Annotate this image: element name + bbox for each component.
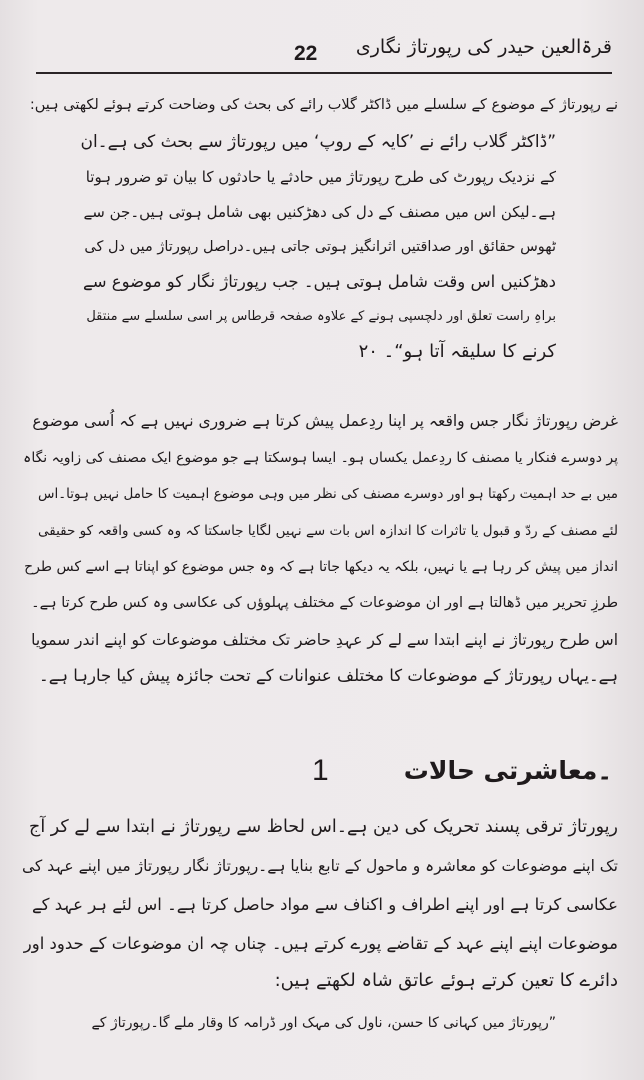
body-line: پر دوسرے فنکار یا مصنف کا ردِعمل یکساں ہو۔ ایسا ہوسکتا ہے جو موضوع ایک مصنف کی زاویہ نگاہ	[23, 450, 618, 466]
quote-line: ٹھوس حقائق اور صداقتیں اثرانگیز ہوتی جاتی ہیں۔دراصل رپورتاژ میں دل کی	[84, 239, 556, 255]
body-line: لئے مصنف کے ردّ و قبول یا تاثرات کا اندازہ اس بات سے نہیں لگایا جاسکتا کہ وہ کسی واقعہ کو حقیقی	[38, 523, 618, 539]
page-header	[36, 28, 612, 74]
quote-line: ”ڈاکٹر گلاب رائے نے ’کایہ کے روپ‘ میں رپورتاژ سے بحث کی ہے۔ان	[80, 132, 556, 152]
section-line: دائرے کا تعین کرتے ہوئے عاتق شاہ لکھتے ہیں:	[274, 970, 618, 991]
quote-line: کے نزدیک رپورٹ کی طرح رپورتاژ میں حادثے یا حادثوں کا بیان تو ضرور ہوتا	[85, 168, 556, 186]
section-number: 1	[312, 754, 329, 787]
page-number: 22	[294, 42, 318, 65]
body-line: ہے۔یہاں رپورتاژ کے موضوعات کا مختلف عنوانات کے تحت جائزہ پیش کیا جارہا ہے۔	[39, 666, 618, 685]
body-line: طرزِ تحریر میں ڈھالتا ہے اور ان موضوعات کے مختلف پہلوؤں کی عکاسی وہ کس طرح کرتا ہے۔	[31, 595, 618, 611]
quote-line: براہِ راست تعلق اور دلچسپی ہونے کے علاوہ صفحہ قرطاس پر اسی سلسلے سے منتقل	[86, 309, 556, 324]
closing-quote-line: ”رپورتاژ میں کہانی کا حسن، ناول کی مہک اور ڈرامہ کا وقار ملے گا۔رپورتاژ کے	[91, 1015, 556, 1031]
section-line: رپورتاژ ترقی پسند تحریک کی دین ہے۔اس لحاظ سے رپورتاژ نے ابتدا سے لے کر آج	[29, 817, 618, 837]
running-title: قرۃالعین حیدر کی رپورتاژ نگاری	[355, 36, 612, 58]
section-line: عکاسی کرتا ہے اور اپنے اطراف و اکناف سے مواد حاصل کرتا ہے۔ اس لئے ہر عہد کے	[32, 895, 618, 914]
intro-line: نے رپورتاژ کے موضوع کے سلسلے میں ڈاکٹر گلاب رائے کی بحث کی وضاحت کرتے ہوئے لکھتی ہیں:	[29, 97, 618, 113]
body-line: میں بے حد اہمیت رکھتا ہو اور دوسرے مصنف کی نظر میں وہی موضوع اہمیت کا حامل نہیں ہوتا۔اس	[37, 486, 618, 502]
body-line: غرض رپورتاژ نگار جس واقعہ پر اپنا ردِعمل پیش کرتا ہے ضروری نہیں ہے کہ اُسی موضوع	[32, 412, 618, 430]
quote-line: ہے۔لیکن اس میں مصنف کے دل کی دھڑکنیں بھی شامل ہوتی ہیں۔جن سے	[83, 203, 556, 221]
section-line: موضوعات اپنے اپنے عہد کے تقاضے پورے کرتے ہیں۔ چناں چہ ان موضوعات کے حدود اور	[23, 934, 618, 953]
quote-line: دھڑکنیں اس وقت شامل ہوتی ہیں۔ جب رپورتاژ نگار کو موضوع سے	[83, 272, 556, 291]
body-line: اس طرح رپورتاژ نے اپنے ابتدا سے لے کر عہدِ حاضر تک مختلف موضوعات کو اپنے اندر سمویا	[31, 631, 618, 649]
section-line: تک اپنے موضوعات کو معاشرہ و ماحول کے تابع بنایا ہے۔رپورتاژ نگار رپورتاژ میں اپنے عہد کی	[22, 857, 618, 875]
section-heading	[312, 750, 612, 800]
section-title: ۔معاشرتی حالات	[403, 756, 612, 785]
body-line: انداز میں پیش کر رہا ہے یا نہیں، بلکہ یہ دیکھا جاتا ہے کہ وہ جس موضوع کو اپناتا ہے اسے کس طرح	[24, 559, 618, 575]
quote-line: کرنے کا سلیقہ آتا ہو“۔ ۲۰	[358, 341, 556, 362]
